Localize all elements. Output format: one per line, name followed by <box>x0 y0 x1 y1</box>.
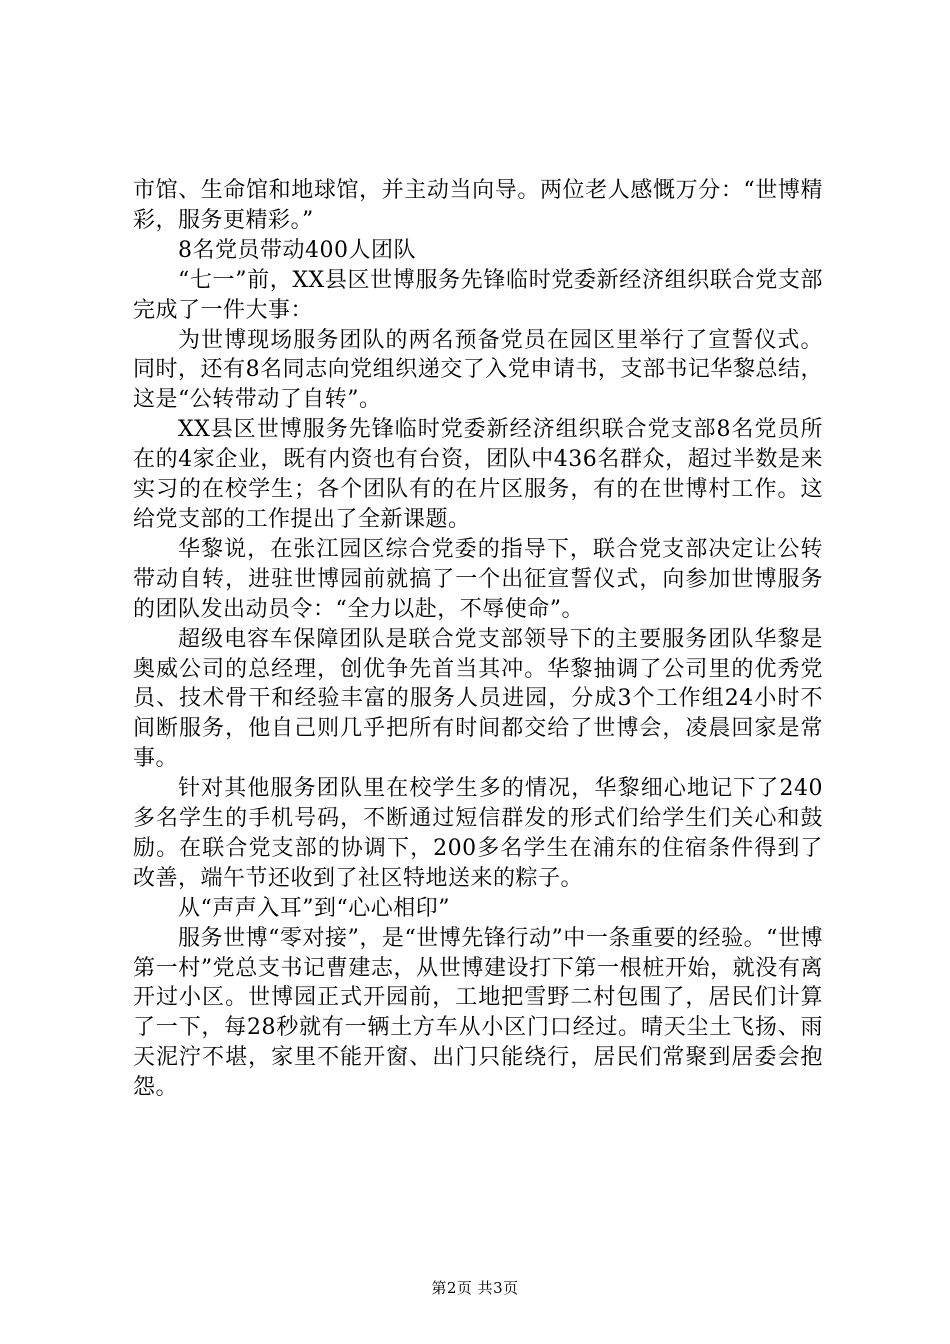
paragraph-july-first: “七一”前，XX县区世博服务先锋临时党委新经济组织联合党支部完成了一件大事： <box>133 267 823 323</box>
paragraph-branch-members: XX县区世博服务先锋临时党委新经济组织联合党支部8名党员所在的4家企业，既有内资也有台资，团队中436名群众，超过半数是来实习的在校学生；各个团队有的在片区服务，有的在世博村工作。这给党支部的工作提出了全新课题。 <box>133 417 823 532</box>
page-number-footer: 第2页 共3页 <box>431 1279 519 1297</box>
paragraph-zero-docking: 服务世博“零对接”，是“世博先锋行动”中一条重要的经验。“世博第一村”党总支书记曹建志，从世博建设打下第一根桩开始，就没有离开过小区。世博园正式开园前，工地把雪野二村包围了，居民们计算了一下，每28秒就有一辆土方车从小区门口经过。晴天尘土飞扬、雨天泥泞不堪，家里不能开窗、出门只能绕行，居民们常聚到居委会抱怨。 <box>133 925 823 1101</box>
paragraph-hua-li-says: 华黎说，在张江园区综合党委的指导下，联合党支部决定让公转带动自转，进驻世博园前就搞了一个出征宣誓仪式，向参加世博服务的团队发出动员令：“全力以赴，不辱使命”。 <box>133 536 823 622</box>
section-heading-team: 8名党员带动400人团队 <box>178 237 416 263</box>
paragraph-students: 针对其他服务团队里在校学生多的情况，华黎细心地记下了240多名学生的手机号码，不断通过短信群发的形式们给学生们关心和鼓励。在联合党支部的协调下，200多名学生在浦东的住宿条件得到了改善，端午节还收到了社区特地送来的粽子。 <box>133 776 823 891</box>
section-heading-heart: 从“声声入耳”到“心心相印” <box>178 895 450 921</box>
paragraph-capacitor-bus: 超级电容车保障团队是联合党支部领导下的主要服务团队华黎是奥威公司的总经理，创优争先首当其冲。华黎抽调了公司里的优秀党员、技术骨干和经验丰富的服务人员进园，分成3个工作组24小时不间断服务，他自己则几乎把所有时间都交给了世博会，凌晨回家是常事。 <box>133 626 823 772</box>
paragraph-continued-visit: 市馆、生命馆和地球馆，并主动当向导。两位老人感慨万分：“世博精彩，服务更精彩。” <box>133 178 823 233</box>
paragraph-oath: 为世博现场服务团队的两名预备党员在园区里举行了宣誓仪式。同时，还有8名同志向党组织递交了入党申请书，支部书记华黎总结，这是“公转带动了自转”。 <box>133 327 823 413</box>
document-body <box>133 176 823 1103</box>
